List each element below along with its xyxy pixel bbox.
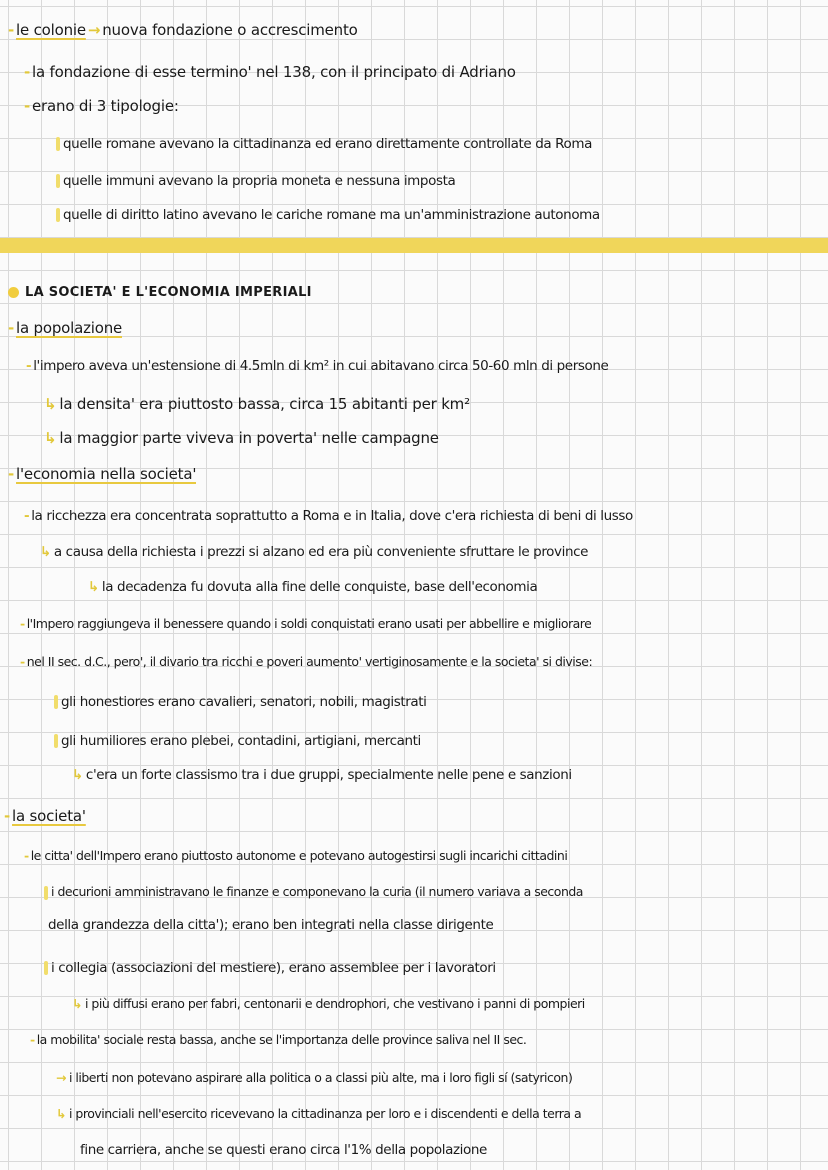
provinciali-cont-text: fine carriera, anche se questi erano circa l'1% della popolazione: [80, 1142, 487, 1158]
highlight-dot-icon: [54, 695, 58, 709]
popolazione-label: la popolazione: [16, 319, 123, 337]
line-citta: [24, 846, 567, 866]
dash-marker: -: [8, 21, 15, 39]
decadenza-text: la decadenza fu dovuta alla fine delle conquiste, base dell'economia: [101, 579, 538, 595]
highlight-dot-icon: [44, 961, 48, 975]
prezzi-text: a causa della richiesta i prezzi si alzano ed era più conveniente sfruttare le province: [53, 544, 589, 560]
highlight-dot-icon: [54, 734, 58, 748]
dash-marker: -: [30, 1032, 35, 1047]
mobilita-text: la mobilita' sociale resta bassa, anche se l'importanza delle province saliva nel II sec.: [36, 1032, 527, 1047]
line-provinciali-cont: [80, 1140, 487, 1160]
line-economia: [8, 464, 196, 484]
collegia-text: i collegia (associazioni del mestiere), erano assemblee per i lavoratori: [51, 960, 496, 976]
line-popolazione: [8, 318, 122, 338]
arrow-bend-icon: ↳: [88, 579, 99, 595]
dash-marker: -: [20, 616, 25, 631]
line-divario: [20, 652, 592, 672]
divario-text: nel II sec. d.C., pero', il divario tra ricchi e poveri aumento' vertiginosamente e la societa' si divise:: [26, 654, 593, 669]
dash-marker: -: [8, 465, 15, 483]
line-colonie: [8, 20, 358, 40]
arrow-bend-icon: ↳: [44, 395, 57, 413]
colonie-label: le colonie: [16, 21, 86, 39]
line-poverta: [44, 428, 439, 448]
section-title: LA SOCIETA' E L'ECONOMIA IMPERIALI: [25, 285, 312, 300]
type-latino-text: quelle di diritto latino avevano le cariche romane ma un'amministrazione autonoma: [63, 207, 600, 223]
poverta-text: la maggior parte viveva in poverta' nelle campagne: [59, 429, 439, 447]
line-decurioni-cont: [48, 915, 493, 935]
densita-text: la densita' era piuttosto bassa, circa 15 abitanti per km²: [59, 395, 470, 413]
collegia-sub-text: i più diffusi erano per fabri, centonarii e dendrophori, che vestivano i panni di pompieri: [84, 996, 585, 1011]
line-benessere: [20, 614, 591, 634]
dash-marker: -: [20, 654, 25, 669]
line-societa: [4, 806, 86, 826]
colonie-definition: nuova fondazione o accrescimento: [102, 21, 358, 39]
line-honestiores: [54, 692, 427, 712]
type-romane-text: quelle romane avevano la cittadinanza ed erano direttamente controllate da Roma: [63, 136, 592, 152]
yellow-bullet-icon: [8, 287, 19, 298]
line-collegia-sub: [72, 994, 585, 1014]
types-intro-text: erano di 3 tipologie:: [32, 97, 179, 115]
ricchezza-text: la ricchezza era concentrata soprattutto a Roma e in Italia, dove c'era richiesta di beni di lusso: [31, 508, 633, 524]
line-type-immuni: [56, 171, 455, 191]
decurioni-text: i decurioni amministravano le finanze e componevano la curia (il numero variava a seconda: [51, 884, 583, 899]
highlight-dot-icon: [44, 886, 48, 900]
line-types-intro: [24, 96, 179, 116]
estensione-text: l'impero aveva un'estensione di 4.5mln di km² in cui abitavano circa 50-60 mln di persone: [33, 358, 609, 374]
benessere-text: l'Impero raggiungeva il benessere quando i soldi conquistati erano usati per abbellire e migliorare: [26, 616, 592, 631]
dash-marker: -: [8, 319, 15, 337]
line-classismo: [72, 765, 572, 785]
provinciali-text: i provinciali nell'esercito ricevevano la cittadinanza per loro e i discendenti e della terra a: [68, 1106, 582, 1121]
highlight-dot-icon: [56, 208, 60, 222]
line-ricchezza: [24, 506, 633, 526]
type-immuni-text: quelle immuni avevano la propria moneta e nessuna imposta: [63, 173, 456, 189]
dash-marker: -: [24, 97, 31, 115]
section-divider-band: [0, 238, 828, 253]
dash-marker: -: [24, 848, 29, 863]
classismo-text: c'era un forte classismo tra i due gruppi, specialmente nelle pene e sanzioni: [85, 767, 572, 783]
humiliores-text: gli humiliores erano plebei, contadini, artigiani, mercanti: [61, 733, 421, 749]
societa-label: la societa': [12, 807, 86, 825]
line-type-latino: [56, 205, 600, 225]
liberti-text: i liberti non potevano aspirare alla politica o a classi più alte, ma i loro figli sí (satyricon): [68, 1070, 573, 1085]
line-collegia: [44, 958, 496, 978]
highlight-dot-icon: [56, 137, 60, 151]
line-estensione: [26, 356, 608, 376]
economia-label: l'economia nella societa': [16, 465, 197, 483]
honestiores-text: gli honestiores erano cavalieri, senatori, nobili, magistrati: [61, 694, 427, 710]
section-heading: [8, 283, 312, 303]
arrow-bend-icon: ↳: [40, 544, 51, 560]
line-decurioni: [44, 882, 583, 902]
line-colonie-end: [24, 62, 516, 82]
arrow-right-icon: →: [56, 1070, 66, 1085]
citta-text: le citta' dell'Impero erano piuttosto autonome e potevano autogestirsi sugli incarichi cittadini: [30, 848, 568, 863]
line-liberti: [56, 1068, 572, 1088]
colonie-end-text: la fondazione di esse termino' nel 138, con il principato di Adriano: [32, 63, 516, 81]
dash-marker: -: [4, 807, 11, 825]
dash-marker: -: [24, 63, 31, 81]
arrow-bend-icon: ↳: [72, 767, 83, 783]
line-prezzi: [40, 542, 588, 562]
line-mobilita: [30, 1030, 526, 1050]
dash-marker: -: [24, 508, 30, 524]
line-decadenza: [88, 577, 537, 597]
arrow-bend-icon: ↳: [56, 1106, 66, 1121]
highlight-dot-icon: [56, 174, 60, 188]
arrow-bend-icon: ↳: [72, 996, 82, 1011]
line-provinciali: [56, 1104, 581, 1124]
line-humiliores: [54, 731, 421, 751]
decurioni-cont-text: della grandezza della citta'); erano ben integrati nella classe dirigente: [48, 917, 494, 933]
arrow-right-icon: →: [87, 21, 101, 39]
line-densita: [44, 394, 470, 414]
arrow-bend-icon: ↳: [44, 429, 57, 447]
dash-marker: -: [26, 358, 32, 374]
line-type-romane: [56, 134, 592, 154]
